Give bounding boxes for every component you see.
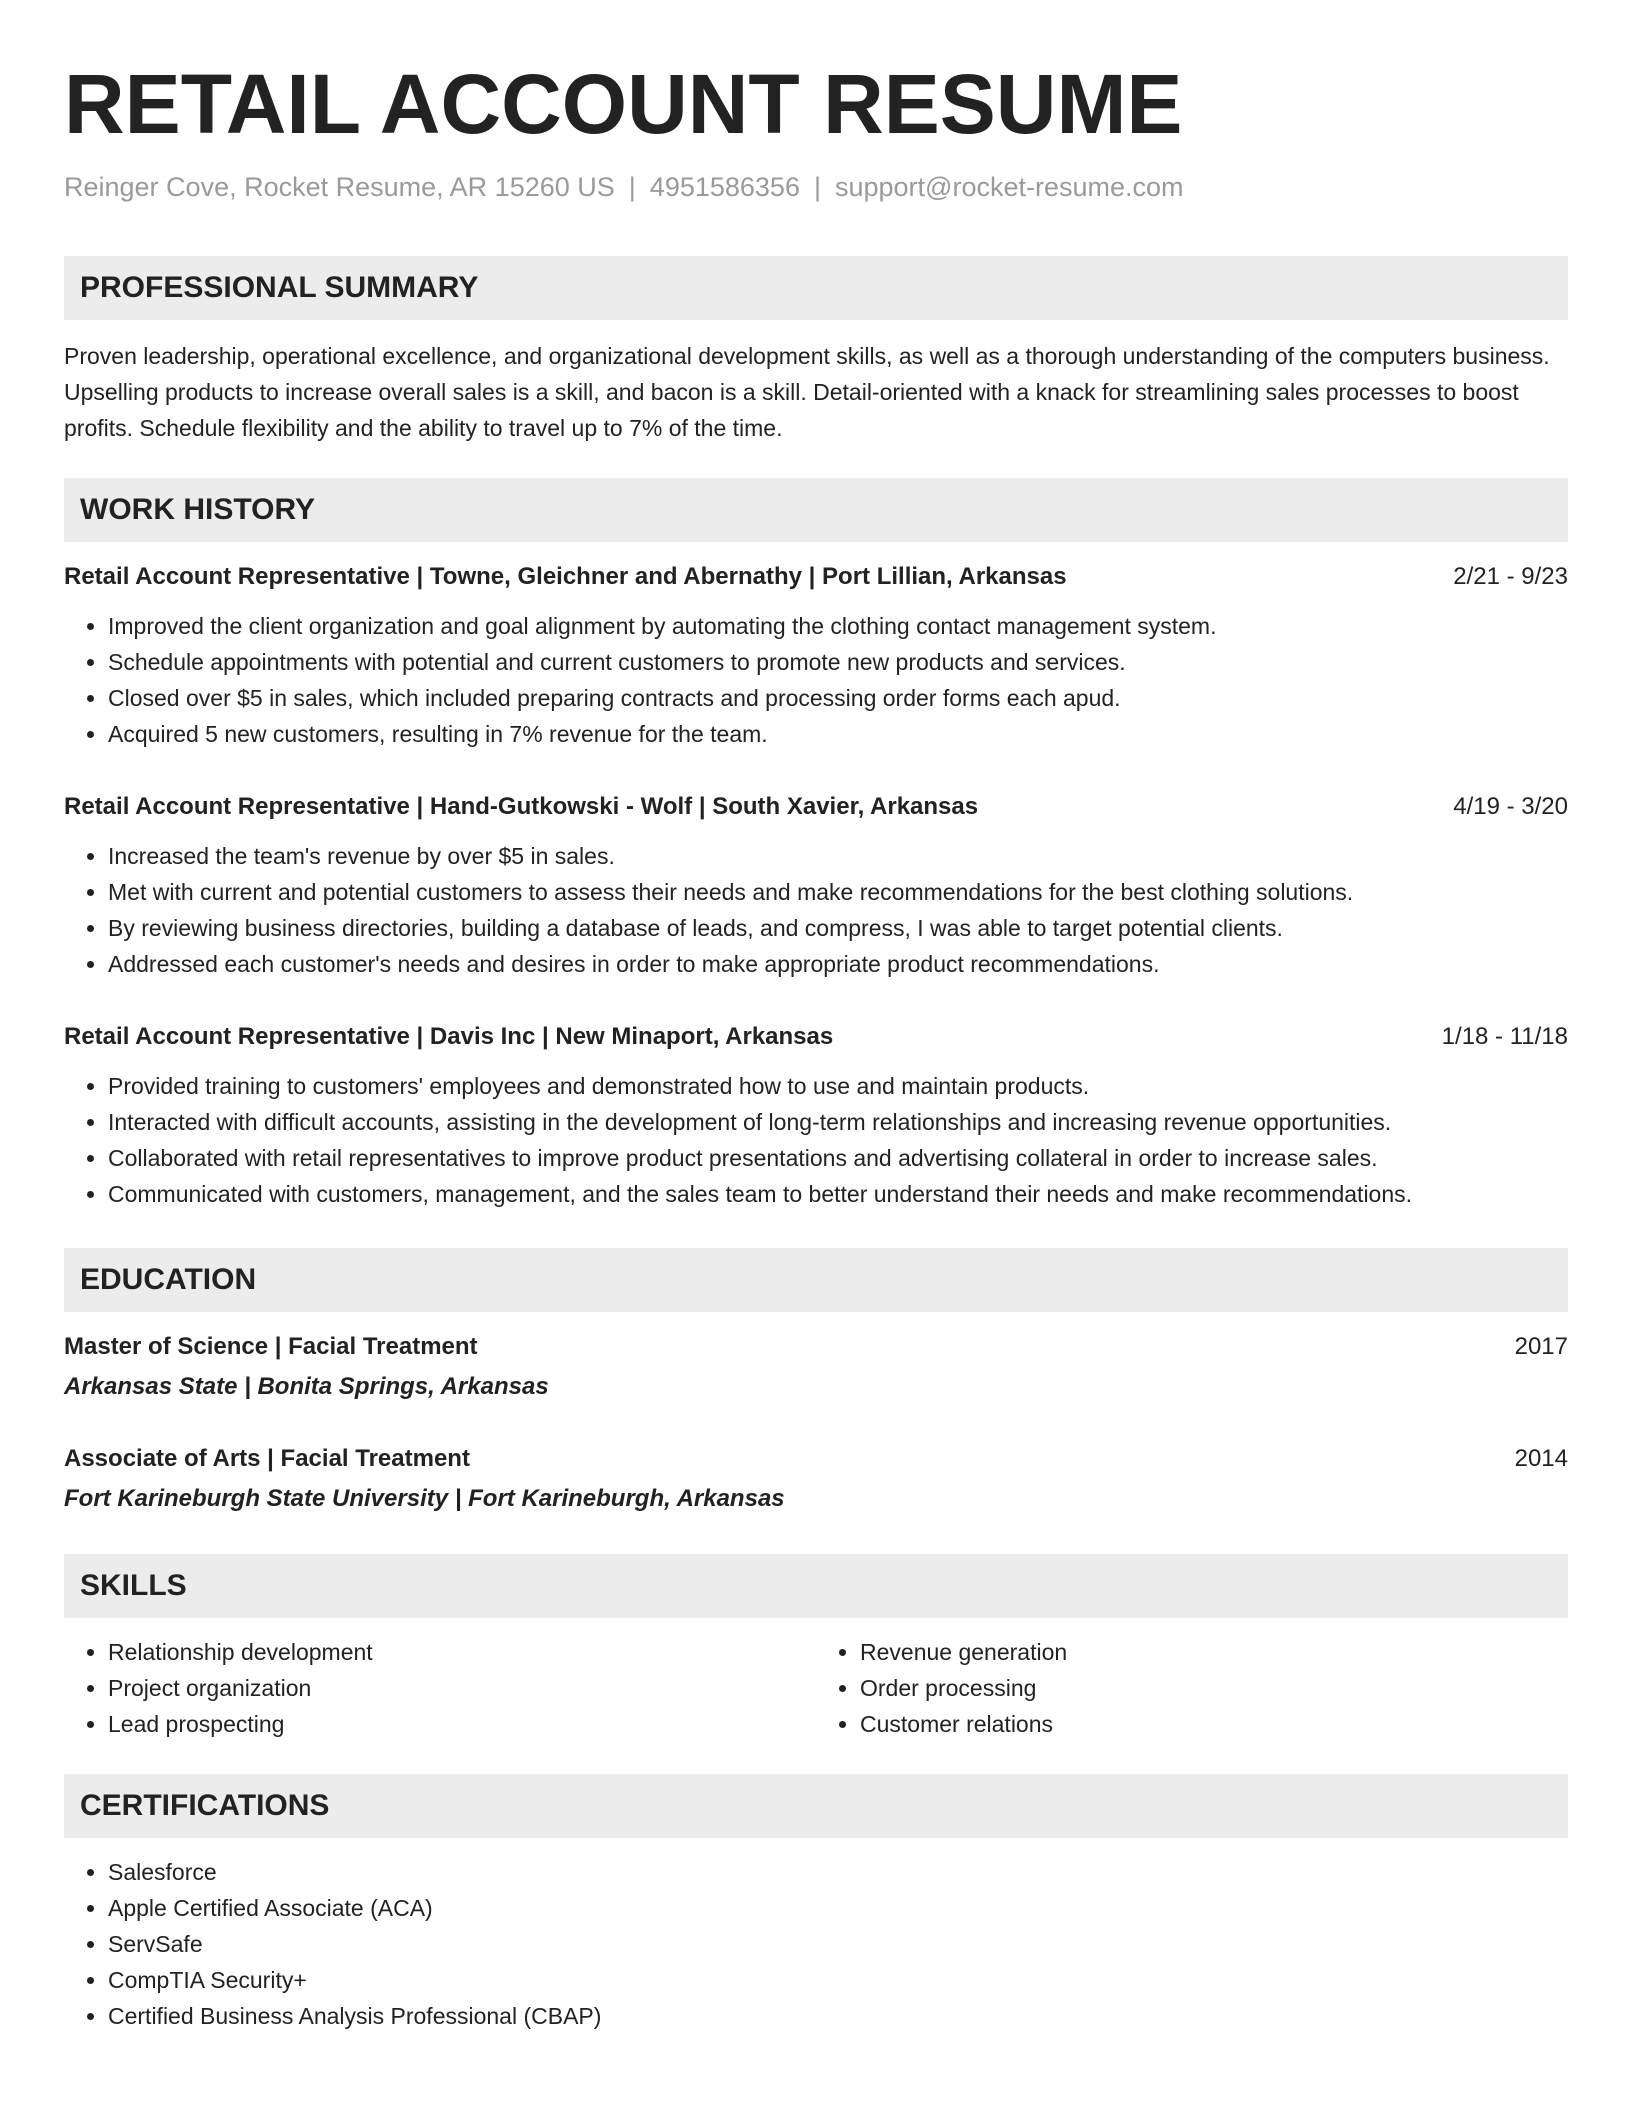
certification-item: • Salesforce [108,1854,1568,1890]
certification-item: • CompTIA Security+ [108,1962,1568,1998]
skills-list [816,1634,1568,1742]
job-bullet: • Met with current and potential customers to assess their needs and make recommendations for the best clothing solutions. [108,874,1568,910]
job-dates: 1/18 - 11/18 [1441,1023,1568,1050]
summary-text: Proven leadership, operational excellence, and organizational development skills, as well as a thorough understanding of the computers business. Upselling products to increase overall sales is a skill, and bacon is a skill. Detail-oriented with a knack for streamlining sales processes to boost profits. Schedule flexibility and the ability to travel up to 7% of the time. [64,343,1550,441]
skill-item: • Relationship development [108,1634,816,1670]
job-bullets [64,838,1568,982]
job-header [64,790,1568,824]
job-dates: 2/21 - 9/23 [1453,563,1568,590]
job-title: Retail Account Representative | Hand-Gutkowski - Wolf | South Xavier, Arkansas [64,793,979,820]
job-bullet: • Addressed each customer's needs and desires in order to make appropriate product recommendations. [108,946,1568,982]
job-bullet: • Collaborated with retail representatives to improve product presentations and advertising collateral in order to increase sales. [108,1140,1568,1176]
job-title: Retail Account Representative | Davis Inc | New Minaport, Arkansas [64,1023,834,1050]
job-title: Retail Account Representative | Towne, Gleichner and Abernathy | Port Lillian, Arkansas [64,563,1067,590]
job-bullet: • By reviewing business directories, building a database of leads, and compress, I was able to target potential clients. [108,910,1568,946]
section-header-skills: SKILLS [64,1554,1568,1618]
education-degree: Associate of Arts | Facial Treatment [64,1445,470,1472]
job-dates: 4/19 - 3/20 [1453,793,1568,820]
contact-line [64,170,1568,204]
job-bullet: • Improved the client organization and goal alignment by automating the clothing contact management system. [108,608,1568,644]
contact-email: support@rocket-resume.com [834,172,1184,202]
contact-address: Reinger Cove, Rocket Resume, AR 15260 US [64,172,615,202]
section-header-education: EDUCATION [64,1248,1568,1312]
education-degree: Master of Science | Facial Treatment [64,1333,478,1360]
skills-grid [64,1634,1568,1742]
skill-item: • Order processing [860,1670,1568,1706]
contact-phone: 4951586356 [649,172,800,202]
skill-item: • Project organization [108,1670,816,1706]
job-bullet: • Closed over $5 in sales, which included preparing contracts and processing order forms each apud. [108,680,1568,716]
job-bullets [64,1068,1568,1212]
job-header [64,1020,1568,1054]
skills-column-right [816,1634,1568,1742]
job-bullet: • Interacted with difficult accounts, assisting in the development of long-term relationships and increasing revenue opportunities. [108,1104,1568,1140]
education-entry [64,1442,1568,1516]
education-school: Fort Karineburgh State University | Fort Karineburgh, Arkansas [64,1485,785,1512]
job-header [64,560,1568,594]
education-school: Arkansas State | Bonita Springs, Arkansas [64,1373,549,1400]
job-bullet: • Increased the team's revenue by over $5 in sales. [108,838,1568,874]
job-bullet: • Provided training to customers' employees and demonstrated how to use and maintain products. [108,1068,1568,1104]
job-entry [64,560,1568,752]
education-year: 2017 [1514,1333,1568,1360]
skills-list [64,1634,816,1742]
resume-title: RETAIL ACCOUNT RESUME [64,57,1183,151]
education-year: 2014 [1514,1445,1568,1472]
education-entry [64,1330,1568,1404]
certification-item: • Certified Business Analysis Professional (CBAP) [108,1998,1568,2034]
contact-separator: | [628,172,636,202]
contact-separator: | [813,172,821,202]
section-header-summary: PROFESSIONAL SUMMARY [64,256,1568,320]
skill-item: • Customer relations [860,1706,1568,1742]
skills-column-left [64,1634,816,1742]
certification-item: • Apple Certified Associate (ACA) [108,1890,1568,1926]
skill-item: • Revenue generation [860,1634,1568,1670]
certification-item: • ServSafe [108,1926,1568,1962]
job-entry [64,1020,1568,1212]
education-header [64,1330,1568,1364]
certifications-list [64,1854,1568,2034]
education-header [64,1442,1568,1476]
job-bullet: • Schedule appointments with potential and current customers to promote new products and services. [108,644,1568,680]
section-header-work-history: WORK HISTORY [64,478,1568,542]
job-bullet: • Acquired 5 new customers, resulting in 7% revenue for the team. [108,716,1568,752]
job-entry [64,790,1568,982]
certifications-block [64,1854,1568,2034]
job-bullets [64,608,1568,752]
section-header-certifications: CERTIFICATIONS [64,1774,1568,1838]
job-bullet: • Communicated with customers, management, and the sales team to better understand their needs and make recommendations. [108,1176,1568,1212]
skill-item: • Lead prospecting [108,1706,816,1742]
